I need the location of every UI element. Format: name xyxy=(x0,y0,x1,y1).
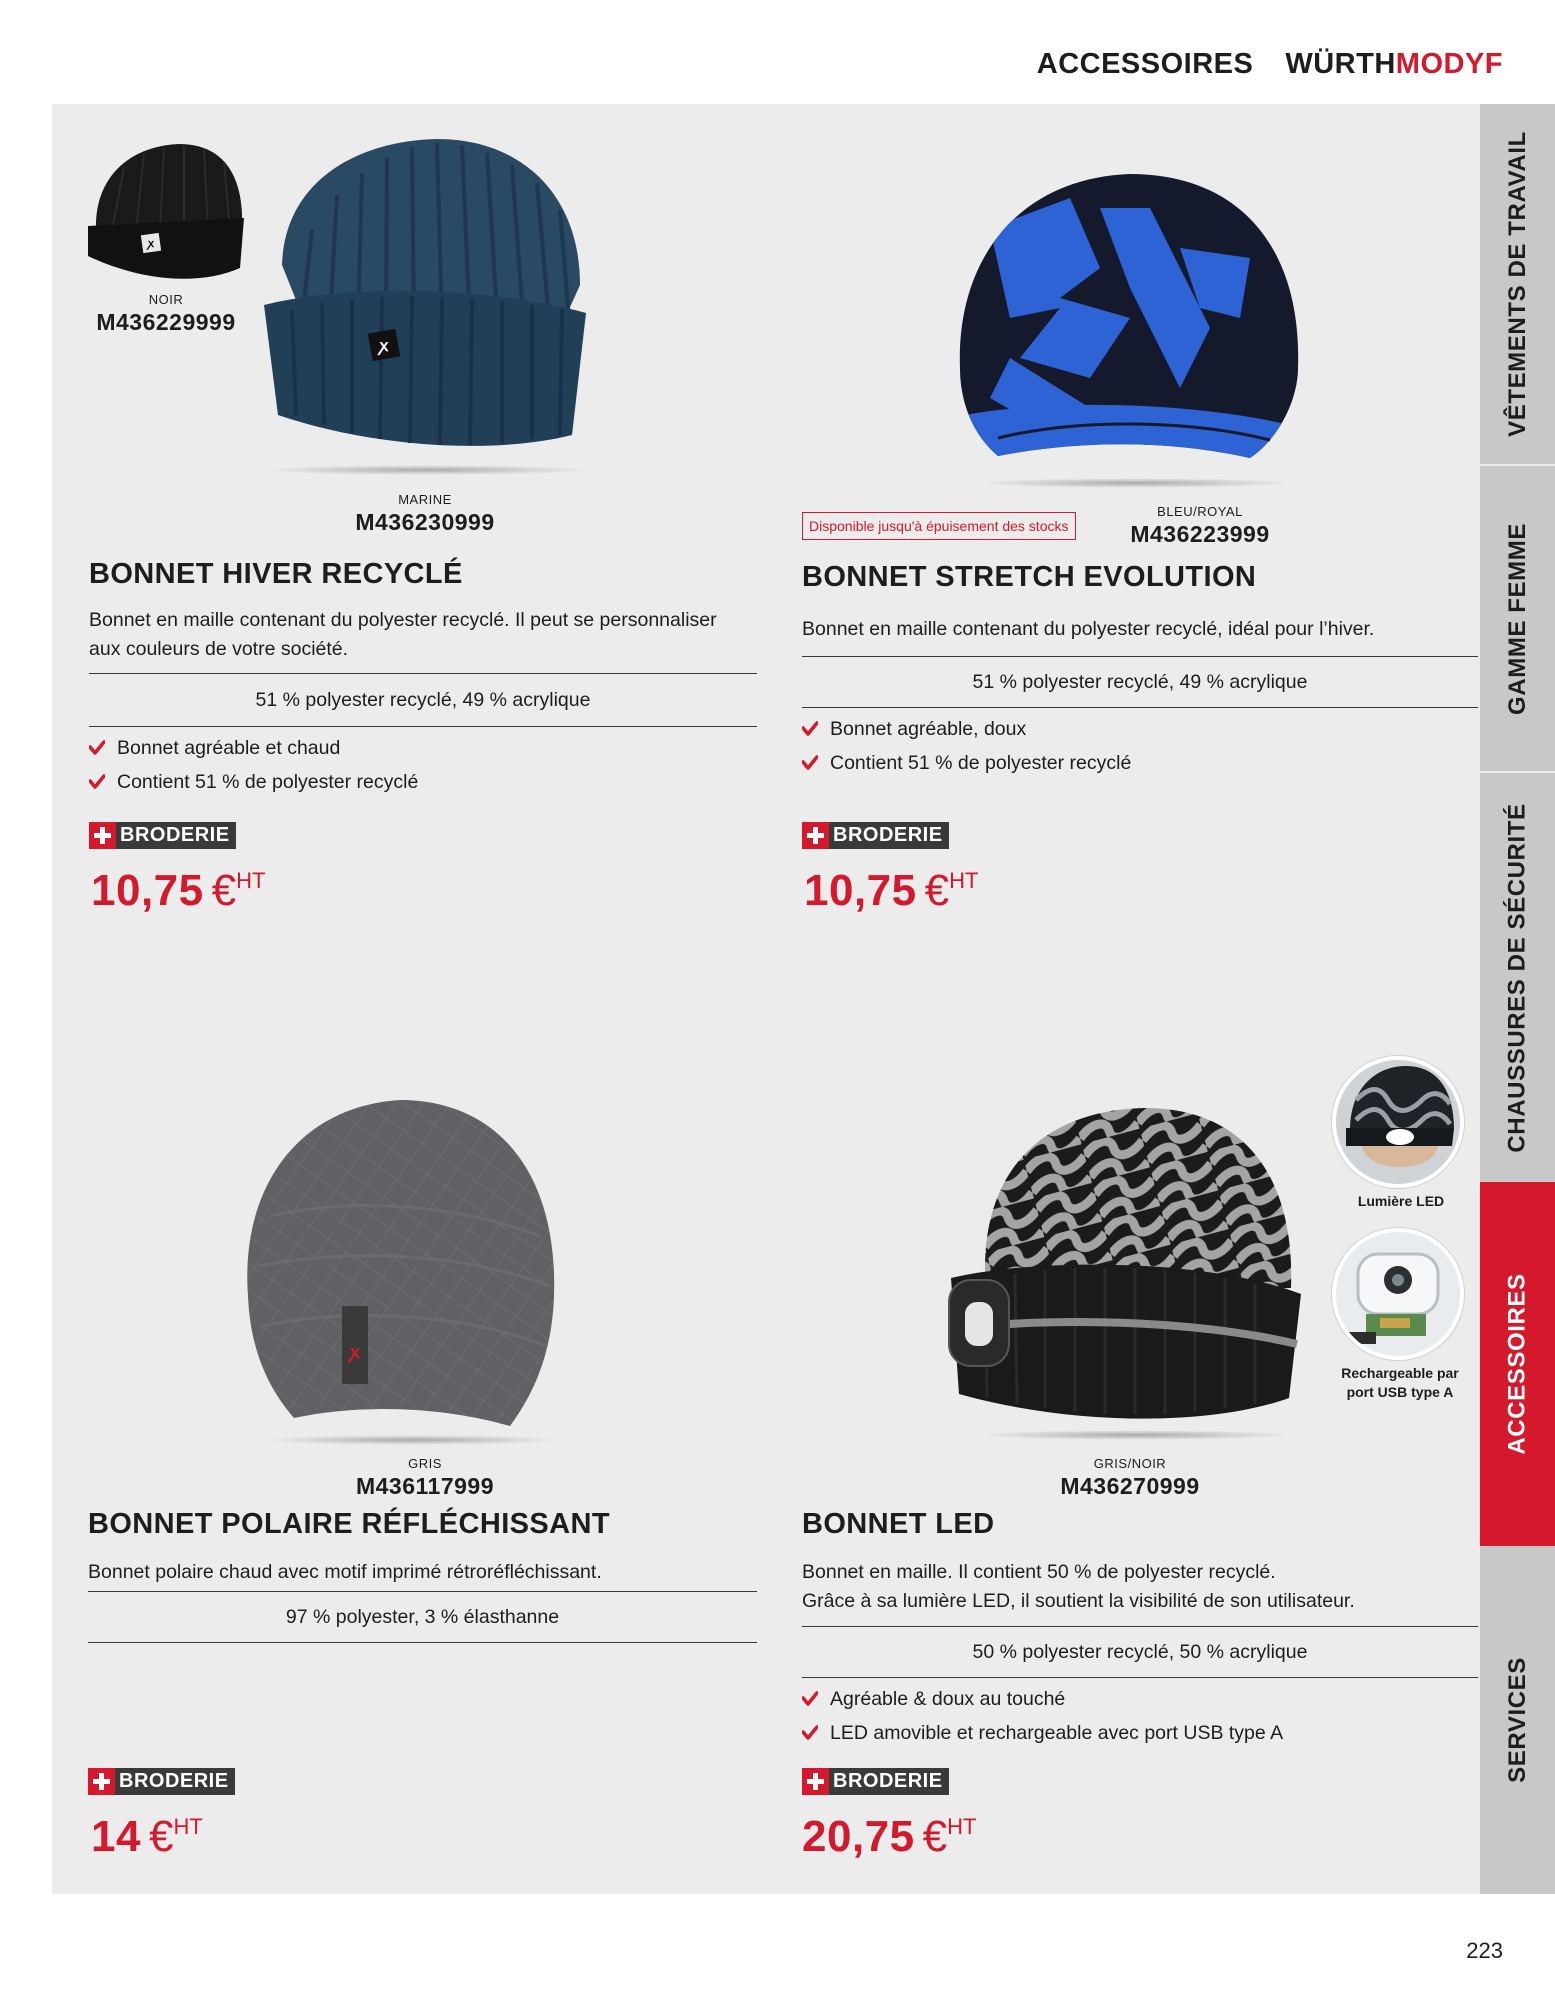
description-line: Grâce à sa lumière LED, il soutient la visibilité de son utilisateur. xyxy=(802,1590,1355,1612)
product-title: BONNET STRETCH EVOLUTION xyxy=(802,561,1257,593)
variant-gris xyxy=(330,1456,520,1500)
plus-icon xyxy=(802,1768,829,1795)
variant-color: BLEU/ROYAL xyxy=(1157,504,1243,519)
feature-text: LED amovible et rechargeable avec port USB type A xyxy=(830,1722,1284,1744)
embroidery-label: BRODERIE xyxy=(829,822,949,849)
description-line: Bonnet en maille. Il contient 50 % de polyester recyclé. xyxy=(802,1561,1276,1583)
hat-shadow xyxy=(975,1430,1295,1440)
price-currency: € xyxy=(924,866,950,915)
caption-line: Rechargeable par xyxy=(1341,1365,1459,1381)
variant-gris-noir xyxy=(1030,1456,1230,1500)
svg-text:ꭗ: ꭗ xyxy=(148,237,154,250)
check-icon xyxy=(89,774,105,790)
product-price xyxy=(804,866,978,916)
tab-label: VÊTEMENTS DE TRAVAIL xyxy=(1503,131,1531,437)
tab-gamme-femme[interactable] xyxy=(1480,466,1555,771)
beanie-gris-image xyxy=(240,1096,560,1432)
feature-item xyxy=(89,731,418,765)
beanie-marine-image xyxy=(262,135,602,455)
price-tax: HT xyxy=(949,868,979,893)
variant-reference: M436230999 xyxy=(355,509,495,535)
feature-text: Contient 51 % de polyester recyclé xyxy=(117,771,419,793)
check-icon xyxy=(802,755,818,771)
embroidery-badge xyxy=(88,1768,235,1795)
price-tax: HT xyxy=(236,868,266,893)
beanie-led-image xyxy=(945,1098,1315,1428)
usb-charging-image xyxy=(1336,1232,1460,1356)
plus-icon xyxy=(89,822,116,849)
stock-notice: Disponible jusqu'à épuisement des stocks xyxy=(802,512,1076,540)
feature-item xyxy=(802,712,1131,746)
tab-label: ACCESSOIRES xyxy=(1503,1273,1531,1455)
tab-label: GAMME FEMME xyxy=(1503,522,1531,715)
tab-label: CHAUSSURES DE SÉCURITÉ xyxy=(1503,802,1531,1153)
feature-list xyxy=(802,712,1131,780)
hat-shadow xyxy=(262,465,592,475)
product-composition: 50 % polyester recyclé, 50 % acrylique xyxy=(802,1626,1478,1678)
check-icon xyxy=(802,721,818,737)
embroidery-badge xyxy=(89,822,236,849)
feature-item xyxy=(802,1682,1283,1716)
feature-list xyxy=(89,731,418,799)
variant-reference: M436270999 xyxy=(1060,1473,1200,1499)
product-description: Bonnet polaire chaud avec motif imprimé rétroréfléchissant. xyxy=(88,1561,602,1583)
price-currency: € xyxy=(148,1812,174,1861)
tab-chaussures-de-securite[interactable] xyxy=(1480,773,1555,1182)
page-number: 223 xyxy=(1466,1938,1503,1963)
brand-name-part2: MODYF xyxy=(1395,47,1503,80)
feature-text: Contient 51 % de polyester recyclé xyxy=(830,752,1132,774)
price-currency: € xyxy=(922,1812,948,1861)
svg-text:ꭗ: ꭗ xyxy=(350,1342,360,1363)
variant-reference: M436117999 xyxy=(355,1473,494,1499)
variant-color: MARINE xyxy=(398,492,452,507)
product-description xyxy=(802,1558,1478,1616)
usb-charging-thumbnail xyxy=(1332,1228,1464,1360)
product-description: Bonnet en maille contenant du polyester recyclé, idéal pour l’hiver. xyxy=(802,618,1375,640)
variant-noir xyxy=(86,292,246,336)
beanie-black-image xyxy=(84,138,254,288)
product-description: Bonnet en maille contenant du polyester recyclé. Il peut se personnaliser aux couleurs de votre société. xyxy=(89,609,717,660)
variant-color: GRIS/NOIR xyxy=(1093,1456,1167,1471)
tab-label: SERVICES xyxy=(1503,1657,1531,1783)
check-icon xyxy=(802,1691,818,1707)
product-composition: 97 % polyester, 3 % élasthanne xyxy=(88,1591,757,1643)
product-price xyxy=(802,1812,976,1862)
feature-item xyxy=(802,746,1131,780)
product-title: BONNET LED xyxy=(802,1508,995,1540)
price-currency: € xyxy=(211,866,237,915)
product-price xyxy=(91,1812,203,1862)
price-tax: HT xyxy=(173,1814,203,1839)
section-title: ACCESSOIRES xyxy=(1036,47,1254,80)
variant-marine xyxy=(330,492,520,536)
feature-item xyxy=(802,1716,1283,1750)
price-tax: HT xyxy=(947,1814,977,1839)
variant-color: NOIR xyxy=(148,292,184,307)
product-composition: 51 % polyester recyclé, 49 % acrylique xyxy=(802,656,1478,708)
variant-color: GRIS xyxy=(408,1456,442,1471)
hat-shadow xyxy=(975,478,1295,488)
variant-bleu-royal xyxy=(1100,504,1300,548)
led-light-thumbnail xyxy=(1332,1056,1464,1188)
price-amount: 20,75 xyxy=(802,1812,915,1861)
price-amount: 10,75 xyxy=(91,866,204,915)
feature-text: Bonnet agréable et chaud xyxy=(117,737,341,759)
product-price xyxy=(91,866,265,916)
embroidery-label: BRODERIE xyxy=(116,822,236,849)
embroidery-badge xyxy=(802,822,949,849)
hat-shadow xyxy=(262,1435,562,1445)
price-amount: 10,75 xyxy=(804,866,917,915)
thumbnail-caption xyxy=(1320,1364,1480,1402)
product-title: BONNET HIVER RECYCLÉ xyxy=(89,558,463,590)
led-light-image xyxy=(1336,1060,1460,1184)
embroidery-label: BRODERIE xyxy=(115,1768,235,1795)
tab-accessoires[interactable] xyxy=(1480,1182,1555,1546)
check-icon xyxy=(802,1725,818,1741)
embroidery-badge xyxy=(802,1768,949,1795)
product-composition: 51 % polyester recyclé, 49 % acrylique xyxy=(89,673,757,727)
caption-line: port USB type A xyxy=(1346,1384,1454,1400)
feature-item xyxy=(89,765,418,799)
product-title: BONNET POLAIRE RÉFLÉCHISSANT xyxy=(88,1508,610,1540)
plus-icon xyxy=(88,1768,115,1795)
variant-reference: M436229999 xyxy=(96,309,236,335)
price-amount: 14 xyxy=(91,1812,141,1861)
tab-services[interactable] xyxy=(1480,1546,1555,1894)
page-header xyxy=(1037,44,1503,84)
feature-list xyxy=(802,1682,1283,1750)
variant-reference: M436223999 xyxy=(1130,521,1270,547)
feature-text: Bonnet agréable, doux xyxy=(830,718,1027,740)
beanie-bleu-royal-image xyxy=(950,168,1310,468)
plus-icon xyxy=(802,822,829,849)
brand-name-part1: WÜRTH xyxy=(1285,47,1396,80)
thumbnail-caption: Lumière LED xyxy=(1357,1193,1445,1209)
embroidery-label: BRODERIE xyxy=(829,1768,949,1795)
category-sidebar xyxy=(1480,104,1555,1894)
check-icon xyxy=(89,740,105,756)
svg-text:ꭗ: ꭗ xyxy=(379,336,389,355)
feature-text: Agréable & doux au touché xyxy=(830,1688,1066,1710)
tab-vetements-de-travail[interactable] xyxy=(1480,104,1555,464)
brand-logo xyxy=(1285,48,1503,81)
